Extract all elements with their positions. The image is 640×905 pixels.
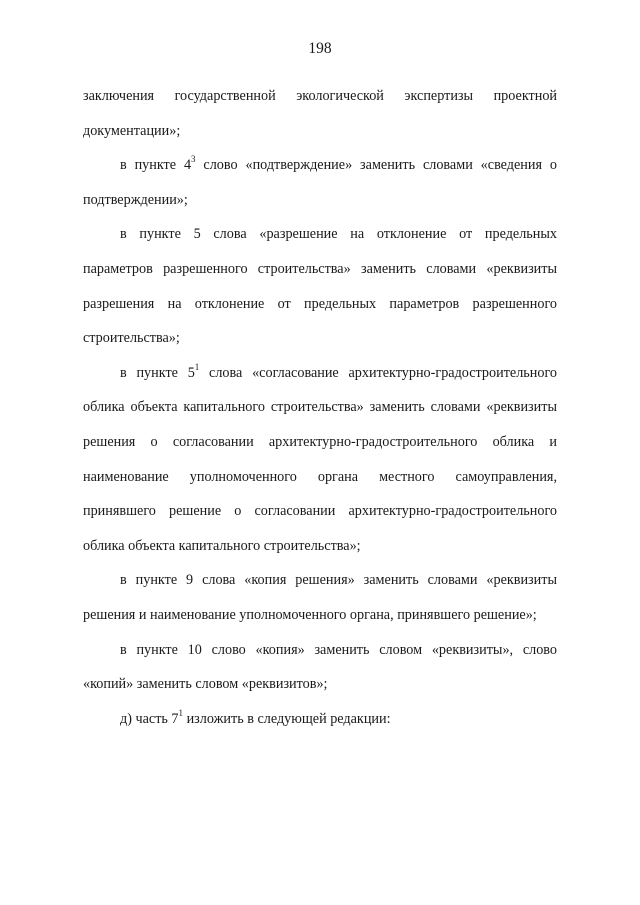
paragraph-part-7-1 [83, 702, 557, 737]
paragraph-text: в пункте 5 [120, 364, 195, 381]
superscript-index: 1 [194, 361, 200, 372]
superscript-index: 3 [191, 154, 196, 165]
paragraph-item-9: в пункте 9 слова «копия решения» заменить словами «реквизиты решения и наименование уполномоченного органа, принявшего решение»; [83, 572, 557, 623]
paragraph-text: д) часть 7 [120, 710, 179, 727]
paragraph-text: слова «согласование архитектурно-градостроительного облика объекта капитального строительства» заменить словами «реквизиты решения о согласовании архитектурно-градостроительного облика и наименование уполномоченного органа местного самоуправления, принявшего решение о согласовании архитектурно-градостроительного облика объекта капитального строительства»; [83, 364, 557, 554]
superscript-index: 1 [178, 707, 184, 718]
paragraph-item-10: в пункте 10 слово «копия» заменить словом «реквизиты», слово «копий» заменить словом «реквизитов»; [83, 641, 557, 693]
paragraph-item-5-1 [83, 356, 557, 564]
paragraph-item-5: в пункте 5 слова «разрешение на отклонение от предельных параметров разрешенного строительства» заменить словами «реквизиты разрешения на отклонение от предельных параметров разрешенного строительства»; [83, 226, 557, 347]
paragraph-text: в пункте 4 [120, 157, 192, 174]
paragraph-continuation: заключения государственной экологической экспертизы проектной документации»; [83, 88, 557, 139]
paragraph-item-4-3 [83, 148, 557, 217]
document-body [83, 79, 557, 736]
paragraph-text: изложить в следующей редакции: [183, 710, 391, 727]
paragraph-text: слово «подтверждение» заменить словами «сведения о подтверждении»; [83, 157, 557, 208]
page-number: 198 [308, 40, 332, 57]
